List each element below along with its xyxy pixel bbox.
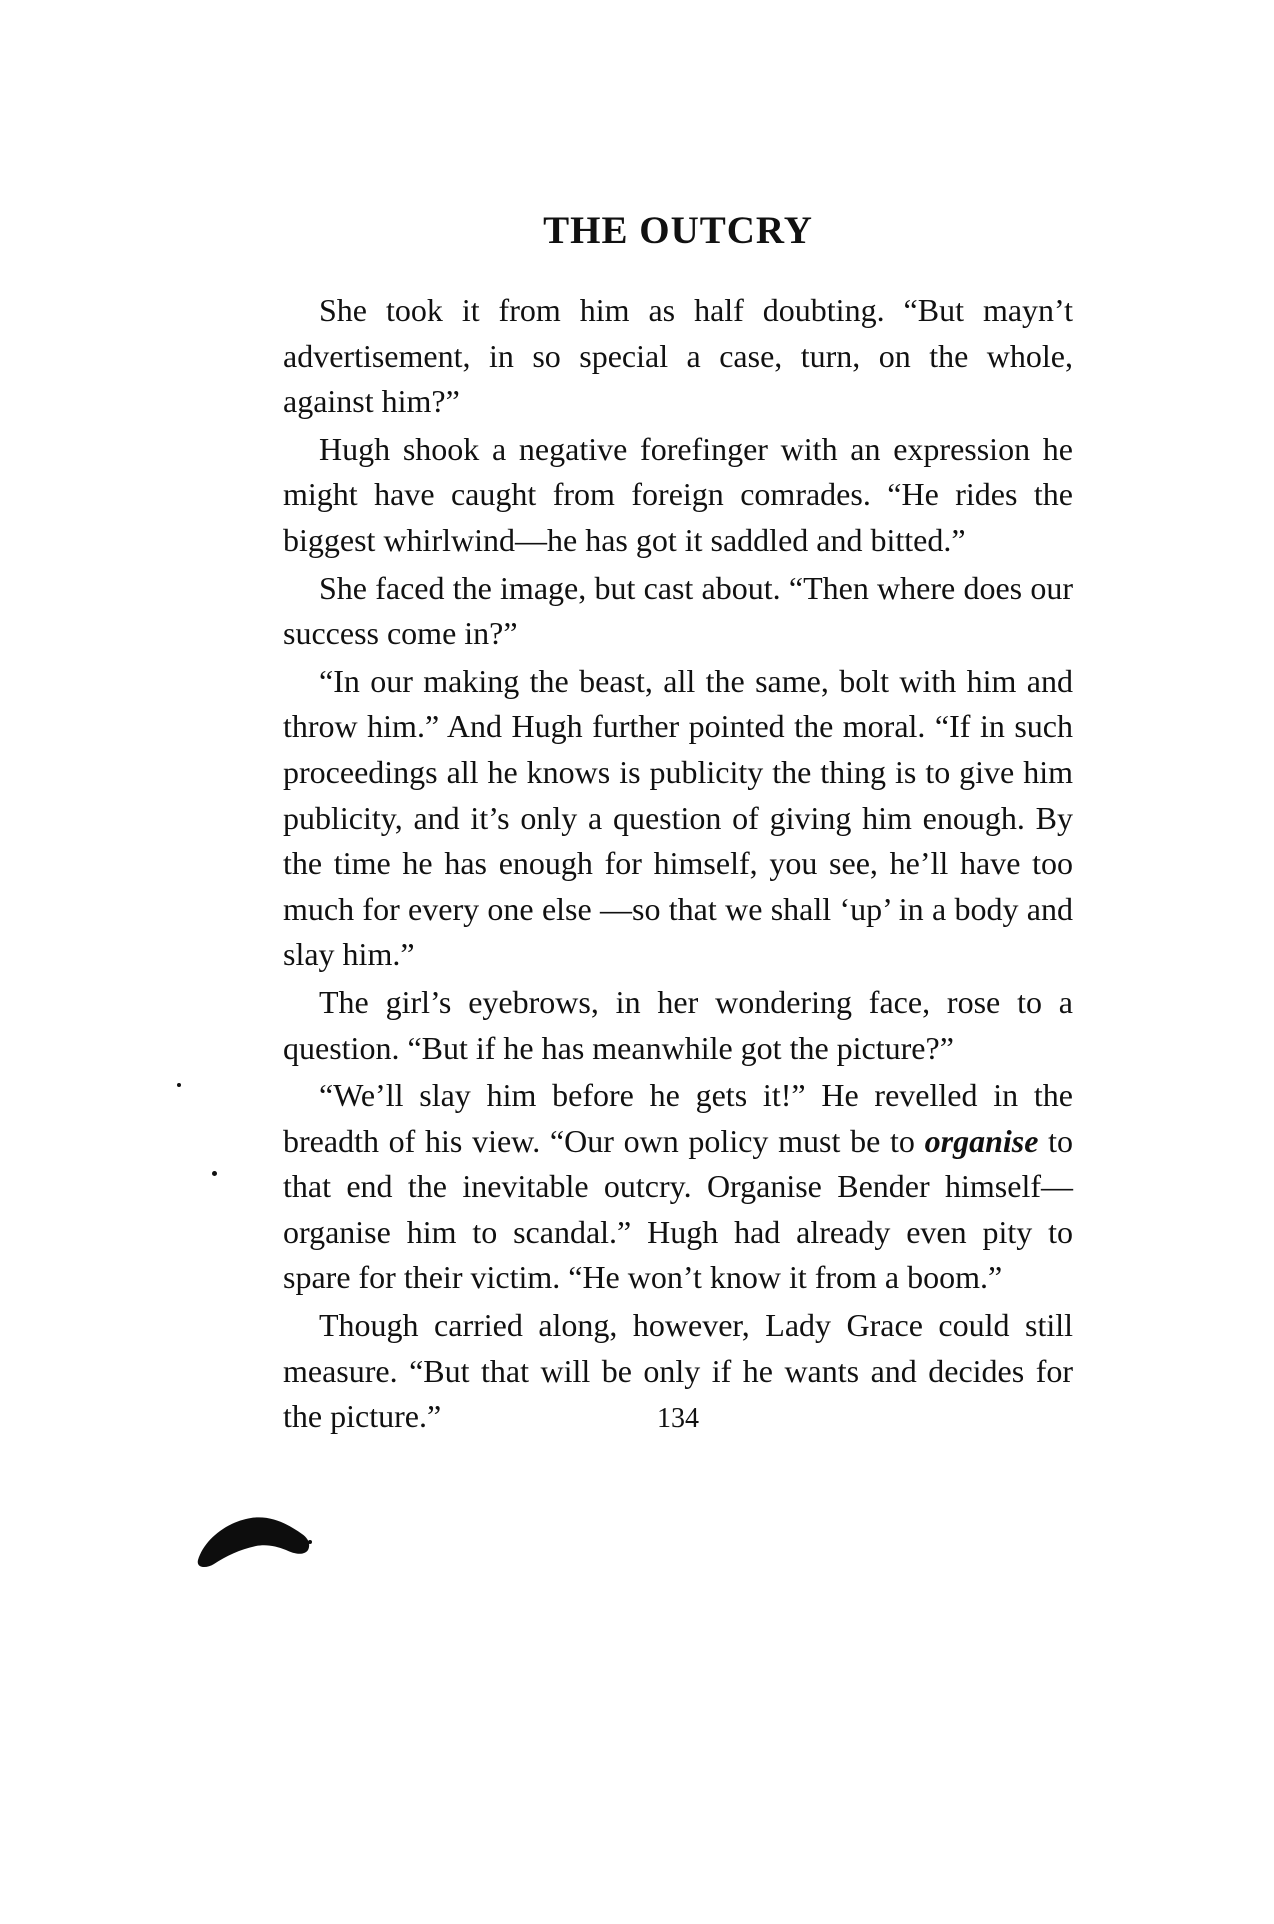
paragraph-text: to that end the inevitable outcry. Organise Bender himself—organise him to scandal.” Hugh had already even pity to spare for their victim. “He won’t know it from a boom.” [283, 1122, 1074, 1296]
paragraph: “In our making the beast, all the same, bolt with him and throw him.” And Hugh further pointed the moral. “If in such proceedings all he knows is publicity the thing is to give him publicity, and it’s only a question of giving him enough. By the time he has enough for himself, you see, he’ll have too much for every one else —so that we shall ‘up’ in a body and slay him.” [283, 662, 1073, 973]
page-number: 134 [657, 1403, 699, 1434]
paragraph [283, 1073, 1073, 1301]
italic-emphasis: organise [924, 1122, 1039, 1159]
running-title: THE OUTCRY [543, 209, 813, 252]
ink-speck [212, 1171, 217, 1176]
paragraph-text: “We’ll slay him before he gets it!” He revelled in the breadth of his view. “Our own policy must be to [283, 1077, 1073, 1159]
body-text [283, 288, 1073, 1442]
paragraph: The girl’s eyebrows, in her wondering face, rose to a question. “But if he has meanwhile got the picture?” [283, 983, 1073, 1066]
paragraph: Hugh shook a negative forefinger with an expression he might have caught from foreign comrades. “He rides the biggest whirlwind—he has got it saddled and bitted.” [283, 430, 1073, 558]
ink-speck [177, 1083, 181, 1087]
ink-blot [196, 1500, 316, 1570]
paragraph: She faced the image, but cast about. “Then where does our success come in?” [283, 569, 1073, 652]
paragraph: Though carried along, however, Lady Grace could still measure. “But that will be only if he wants and decides for the picture.” [283, 1307, 1073, 1435]
paragraph: She took it from him as half doubting. “But mayn’t advertisement, in so special a case, turn, on the whole, against him?” [283, 292, 1073, 420]
